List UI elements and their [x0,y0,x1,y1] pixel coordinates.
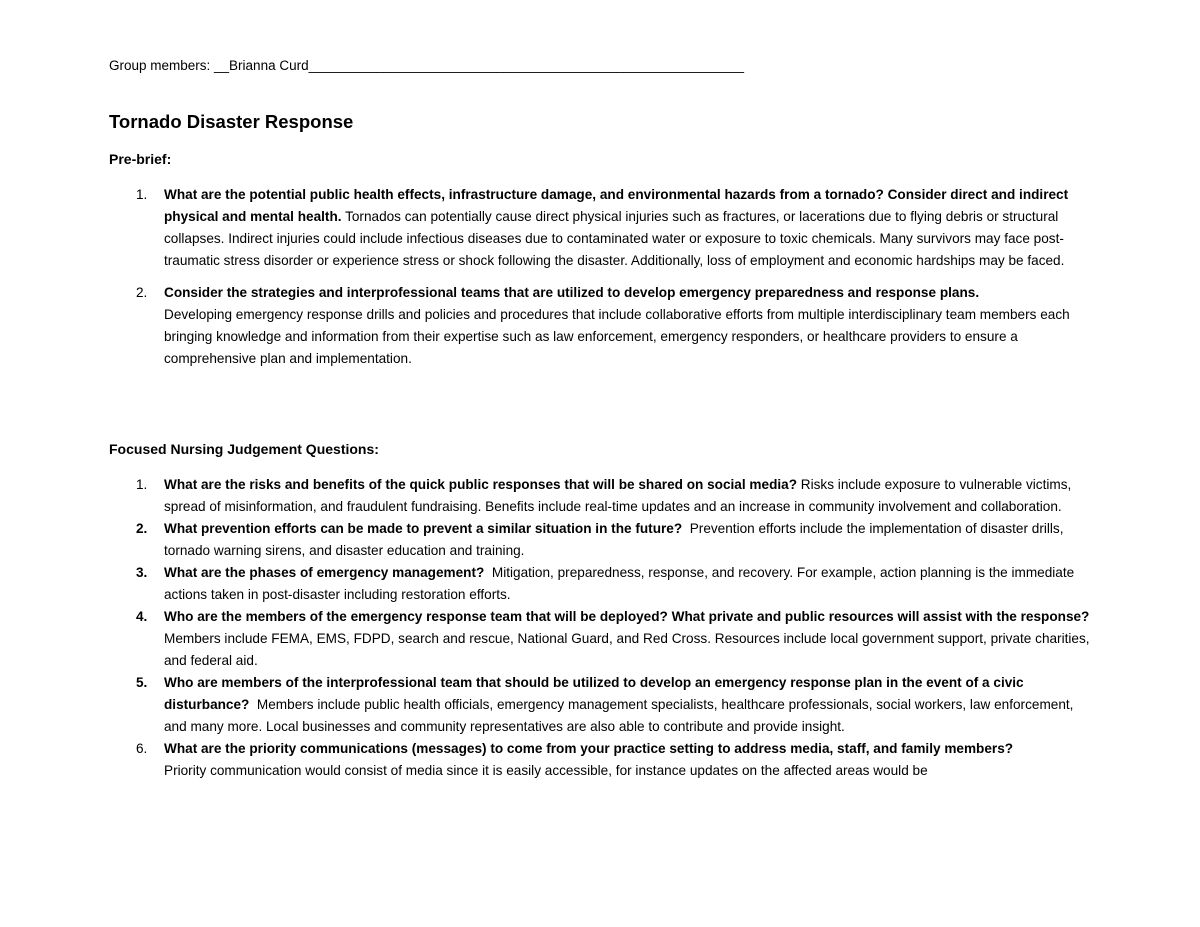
answer-text: Prevention efforts include the implementation of disaster drills, tornado warning sirens, and disaster education and training. [164,521,1064,558]
group-members-line: Group members: __Brianna Curd__________________________________________________________ [109,58,745,73]
item-number: 2. [136,285,148,300]
answer-text: Members include FEMA, EMS, FDPD, search and rescue, National Guard, and Red Cross. Resources include local government support, private charities, and federal aid. [164,631,1090,668]
list-item [109,738,1094,782]
item-number: 2. [136,521,148,536]
answer-text: Priority communication would consist of media since it is easily accessible, for instance updates on the affected areas would be [164,763,928,778]
prebrief-heading: Pre-brief: [109,151,172,167]
question-text: What prevention efforts can be made to prevent a similar situation in the future? [164,521,683,536]
item-number: 1. [136,477,148,492]
item-number: 4. [136,609,148,624]
question-text: Who are the members of the emergency response team that will be deployed? What private and public resources will assist with the response? [164,609,1090,624]
list-item [109,184,1094,272]
item-number: 6. [136,741,148,756]
answer-text: Mitigation, preparedness, response, and recovery. For example, action planning is the immediate actions taken in post-disaster including restoration efforts. [164,565,1075,602]
list-item [109,562,1094,606]
list-item [109,474,1094,518]
document-title: Tornado Disaster Response [109,111,354,132]
question-text: What are the phases of emergency management? [164,565,485,580]
answer-text: Developing emergency response drills and policies and procedures that include collaborative efforts from multiple interdisciplinary team members each bringing knowledge and information from their expertise such as law enforcement, emergency responders, or healthcare providers to ensure a comprehensive plan and implementation. [164,307,1070,366]
question-text: What are the risks and benefits of the quick public responses that will be shared on social media? [164,477,798,492]
answer-text: Risks include exposure to vulnerable victims, spread of misinformation, and fraudulent fundraising. Benefits include real-time updates and an increase in community involvement and collaboration. [164,477,1072,514]
list-item [109,606,1094,672]
list-item [109,518,1094,562]
question-text: Who are members of the interprofessional team that should be utilized to develop an emergency response plan in the event of a civic disturbance? [164,675,1024,712]
item-number: 3. [136,565,148,580]
question-text: What are the priority communications (messages) to come from your practice setting to address media, staff, and family members? [164,741,1014,756]
focused-questions-heading: Focused Nursing Judgement Questions: [109,441,379,457]
answer-text: Members include public health officials, emergency management specialists, healthcare professionals, social workers, law enforcement, and many more. Local businesses and community representatives are also able to contribute and provide insight. [164,697,1074,734]
item-number: 1. [136,187,148,202]
list-item [109,282,1094,370]
question-text: Consider the strategies and interprofessional teams that are utilized to develop emergency preparedness and response plans. [164,285,980,300]
prebrief-question-list [109,184,1094,380]
question-text: What are the potential public health effects, infrastructure damage, and environmental hazards from a tornado? Consider direct and indirect physical and mental health. [164,187,1069,224]
answer-text: Tornados can potentially cause direct physical injuries such as fractures, or lacerations due to flying debris or structural collapses. Indirect injuries could include infectious diseases due to contaminated water or exposure to toxic chemicals. Many survivors may face post-traumatic stress disorder or experience stress or shock following the disaster. Additionally, loss of employment and economic hardships may be faced. [164,209,1065,268]
focused-question-list [109,474,1094,782]
item-number: 5. [136,675,148,690]
list-item [109,672,1094,738]
